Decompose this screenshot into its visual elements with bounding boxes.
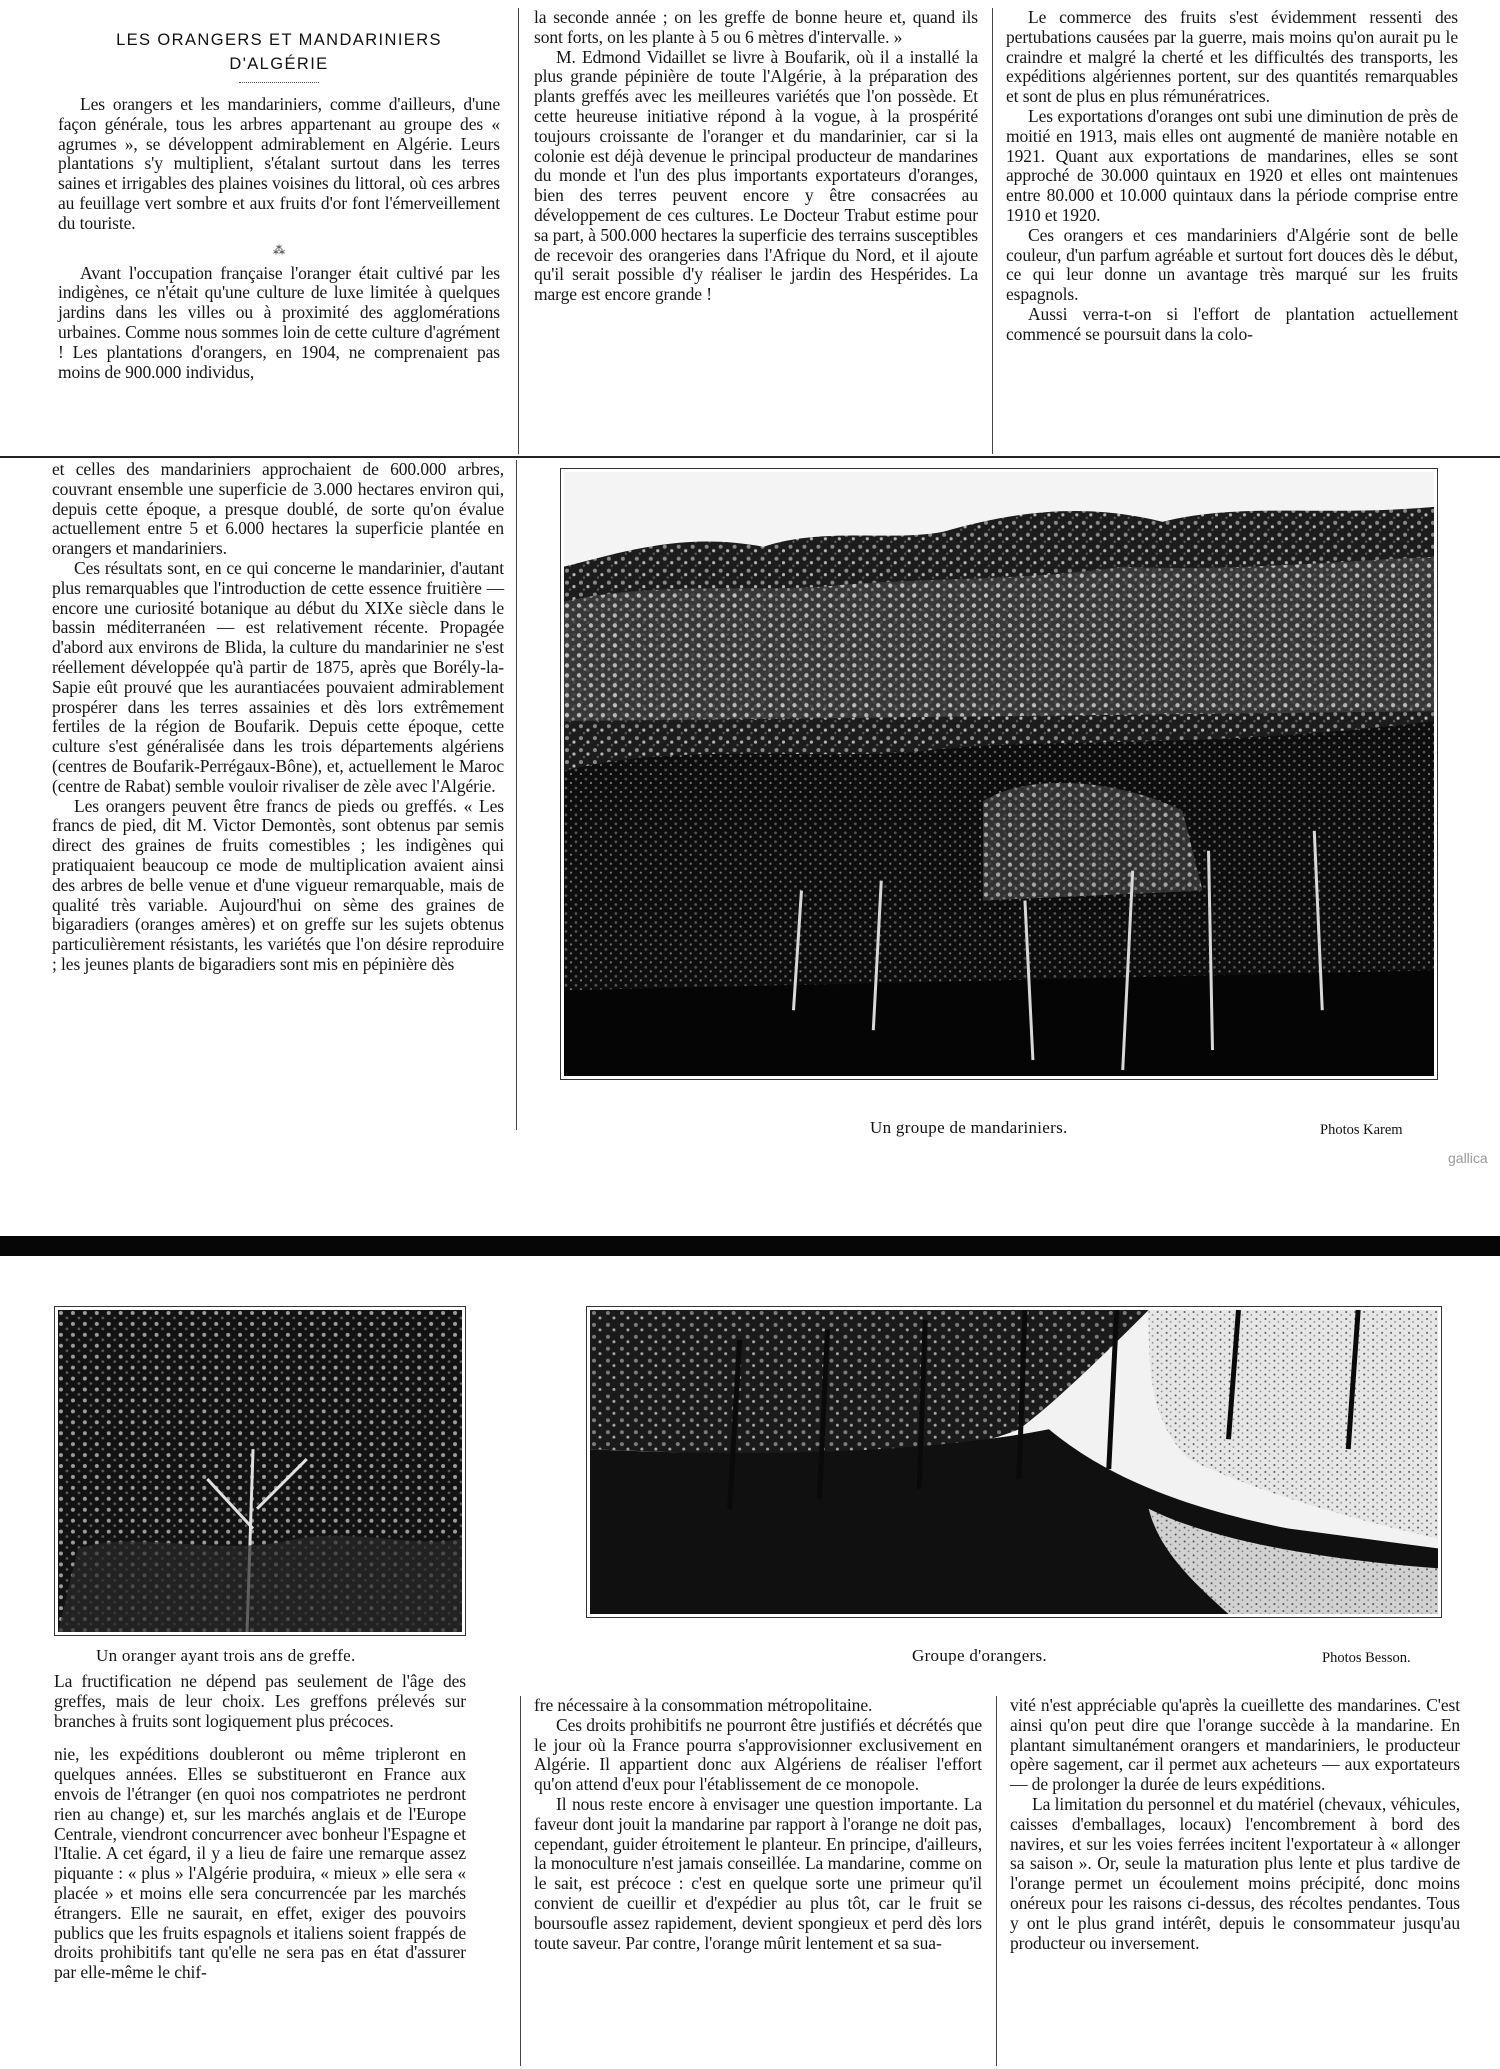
section-divider (0, 456, 1500, 458)
article-title-line-2: D'ALGÉRIE (229, 55, 329, 73)
paragraph: Ces droits prohibitifs ne pourront être justifiés et décrétés que le jour où la France pourra s'approvisionner exclusivement en Algérie. Il appartient donc aux Algériens de réaliser l'effort qu'on attend d'eux pour l'établissement de ce monopole. (534, 1714, 982, 1795)
article-column-2 (534, 8, 978, 305)
paragraph: vité n'est appréciable qu'après la cueillette des mandarines. C'est ainsi qu'on peut dire que l'orange succède à la mandarine. En plantant simultanément orangers et mandariniers, le producteur opère sagement, car il permet aux acheteurs — aux exportateurs — de prolonger la durée de leurs expéditions. (1010, 1695, 1460, 1795)
paragraph: Les exportations d'oranges ont subi une diminution de près de moitié en 1913, mais elles ont augmenté de manière notable en 1921. Quant aux exportations de mandarines, elles se sont approché de 30.000 quintaux en 1920 et elles ont maintenues entre 80.000 et 10.000 quintaux dans la période comprise entre 1910 et 1920. (1006, 105, 1458, 225)
paragraph: Les orangers et les mandariniers, comme d'ailleurs, d'une façon générale, tous les arbres appartenant au groupe des « agrumes », se développent admirablement en Algérie. Leurs plantations s'y multiplient, s'étalant surtout dans les terres saines et irrigables des plaines voisines du littoral, où ces arbres au feuillage vert sombre et aux fruits d'or font l'émerveillement du touriste. (58, 94, 500, 233)
paragraph: fre nécessaire à la consommation métropolitaine. (534, 1695, 873, 1715)
lower-column-3 (1010, 1696, 1460, 1953)
watermark: gallica (1448, 1150, 1488, 1166)
page-separator-band (0, 1236, 1500, 1256)
column-rule (516, 460, 517, 1130)
photo-young-orange-tree-caption: Un oranger ayant trois ans de greffe. (96, 1646, 356, 1665)
mandarin-grove-image (564, 472, 1434, 1076)
young-orange-tree-image (58, 1310, 462, 1632)
paragraph: nie, les expéditions doubleront ou même tripleront en quelques années. Elles se substitueront en France aux envois de l'étranger (en quoi nos compatriotes ne perdront rien au change) et, sur les marchés anglais et de l'Europe Centrale, viendront concurrencer avec bonheur l'Espagne et l'Italie. A cet égard, il y a lieu de faire une remarque assez piquante : « plus » l'Algérie produira, « mieux » elle sera « placée » et moins elle sera concurrencée par les marchés étrangers. Elle ne saurait, en effet, exiger des pouvoirs publics que les fruits espagnols et italiens soient frappés de droits prohibitifs tant qu'elle ne sera pas en état d'assurer par elle-même le chif- (54, 1744, 466, 1983)
article-column-mid (52, 460, 504, 975)
article-column-1 (58, 28, 500, 382)
photo-orange-grove-credit: Photos Besson. (1322, 1650, 1411, 1666)
section-stars: ⁂ (273, 242, 285, 257)
column-rule (996, 1696, 997, 2066)
photo-mandarin-grove (560, 468, 1438, 1080)
paragraph: Ces orangers et ces mandariniers d'Algérie sont de belle couleur, d'un parfum agréable et surtout fort douces dès le début, ce qui leur donne un avantage très marqué sur les fruits espagnols. (1006, 224, 1458, 305)
paragraph: la seconde année ; on les greffe de bonne heure et, quand ils sont forts, on les plante à 5 ou 6 mètres d'intervalle. » (534, 7, 978, 47)
photo-young-orange-tree (54, 1306, 466, 1636)
paragraph: Il nous reste encore à envisager une question importante. La faveur dont jouit la mandarine par rapport à l'orange ne doit pas, cependant, guider étroitement le planteur. En principe, d'ailleurs, la monoculture n'est jamais conseillée. La mandarine, comme on le sait, est précoce : c'est en quelque sorte une primeur qu'il convient de cueillir et d'expédier au plus tôt, car le fruit se boursoufle assez rapidement, devient spongieux et perd dès lors toute saveur. Par contre, l'orange mûrit lentement et sa sua- (534, 1793, 982, 1953)
paragraph: La fructification ne dépend pas seulement de l'âge des greffes, mais de leur choix. Les greffons prélevés sur branches à fruits sont logiquement plus précoces. (54, 1671, 466, 1731)
orange-grove-image (590, 1310, 1438, 1614)
lower-column-1 (54, 1672, 466, 1983)
paragraph: et celles des mandariniers approchaient de 600.000 arbres, couvrant ensemble une superficie de 3.000 hectares environ qui, depuis cette époque, a presque doublé, de sorte qu'on évalue actuellement entre 5 et 6.000 hectares la superficie plantée en orangers et mandariniers. (52, 459, 504, 559)
paragraph: Aussi verra-t-on si l'effort de plantation actuellement commencé se poursuit dans la colo- (1006, 303, 1458, 344)
column-rule (520, 1696, 521, 2066)
paragraph: M. Edmond Vidaillet se livre à Boufarik, où il a installé la plus grande pépinière de toute l'Algérie, à la préparation des plants greffés avec les meilleures variétés que l'on possède. Et cette heureuse initiative répond à la vogue, à la prospérité toujours croissante de l'oranger et du mandarinier, car si la colonie est déjà devenue le principal producteur de mandarines du monde et l'un des plus importants exportateurs d'oranges, bien des terres peuvent encore y être consacrées au développement de ces cultures. Le Docteur Trabut estime pour sa part, à 500.000 hectares la superficie des terrains susceptibles de recevoir des orangeries dans l'Afrique du Nord, et il ajoute qu'il serait possible d'y réaliser le jardin des Hespérides. La marge est encore grande ! (534, 46, 978, 305)
photo-orange-grove (586, 1306, 1442, 1618)
article-title-line-1: LES ORANGERS ET MANDARINIERS (116, 31, 442, 49)
paragraph: La limitation du personnel et du matériel (chevaux, véhicules, caisses d'emballages, locaux) l'encombrement à bord des navires, et sur les voies ferrées incitent l'exportateur à « allonger sa saison ». Or, seule la maturation plus lente et plus tardive de l'orange permet un écoulement moins précipité, donc moins onéreux pour les raisons ci-dessus, des récoltes pendantes. Tous y ont le plus grand intérêt, depuis le consommateur jusqu'au producteur ou inversement. (1010, 1793, 1460, 1953)
paragraph: Le commerce des fruits s'est évidemment ressenti des pertubations causées par la guerre, mais moins qu'on aurait pu le craindre et malgré la cherté et les difficultés des transports, les expéditions algériennes portent, sur des quantités remarquables et sont de plus en plus rémunératrices. (1006, 7, 1458, 107)
lower-column-2 (534, 1696, 982, 1953)
column-rule (992, 8, 993, 454)
photo-mandarin-grove-credit: Photos Karem (1320, 1122, 1403, 1138)
photo-mandarin-grove-caption: Un groupe de mandariniers. (870, 1118, 1068, 1137)
paragraph: Les orangers peuvent être francs de pieds ou greffés. « Les francs de pied, dit M. Victor Demontès, sont obtenus par semis direct des graines de fruits comestibles ; les indigènes qui pratiquaient beaucoup ce mode de multiplication avaient ainsi des arbres de belle venue et d'une vigueur remarquable, mais de qualité très variable. Aujourd'hui on sème des graines de bigaradiers (oranges amères) et on greffe sur les sujets obtenus particulièrement résistants, les variétés que l'on désire reproduire ; les jeunes plants de bigaradiers sont mis en pépinière dès (52, 795, 504, 974)
article-column-3 (1006, 8, 1458, 345)
paragraph: Avant l'occupation française l'oranger était cultivé par les indigènes, ce n'était qu'une culture de luxe limitée à quelques jardins dans les villes ou à proximité des agglomérations urbaines. Comme nous sommes loin de cette culture d'agrément ! Les plantations d'orangers, en 1904, ne comprenaient pas moins de 900.000 individus, (58, 262, 500, 382)
photo-orange-grove-caption: Groupe d'orangers. (912, 1646, 1047, 1665)
paragraph: Ces résultats sont, en ce qui concerne le mandarinier, d'autant plus remarquables que l'introduction de cette essence fruitière — encore une curiosité botanique au début du XIXe siècle dans le bassin méditerranéen — est relativement récente. Propagée d'abord aux environs de Blida, la culture du mandarinier ne s'est réellement développée qu'à partir de 1875, après que Borély-la-Sapie eût prouvé que les aurantiacées pouvaient admirablement prospérer dans les terres assainies et dès lors extrêmement fertiles de la région de Boufarik. Depuis cette époque, cette culture s'est généralisée dans les trois départements algériens (centres de Boufarik-Perrégaux-Bône), et, actuellement le Maroc (centre de Rabat) semble vouloir rivaliser de zèle avec l'Algérie. (52, 557, 504, 796)
article-title (58, 28, 500, 76)
column-rule (518, 8, 519, 454)
title-divider (239, 82, 319, 83)
